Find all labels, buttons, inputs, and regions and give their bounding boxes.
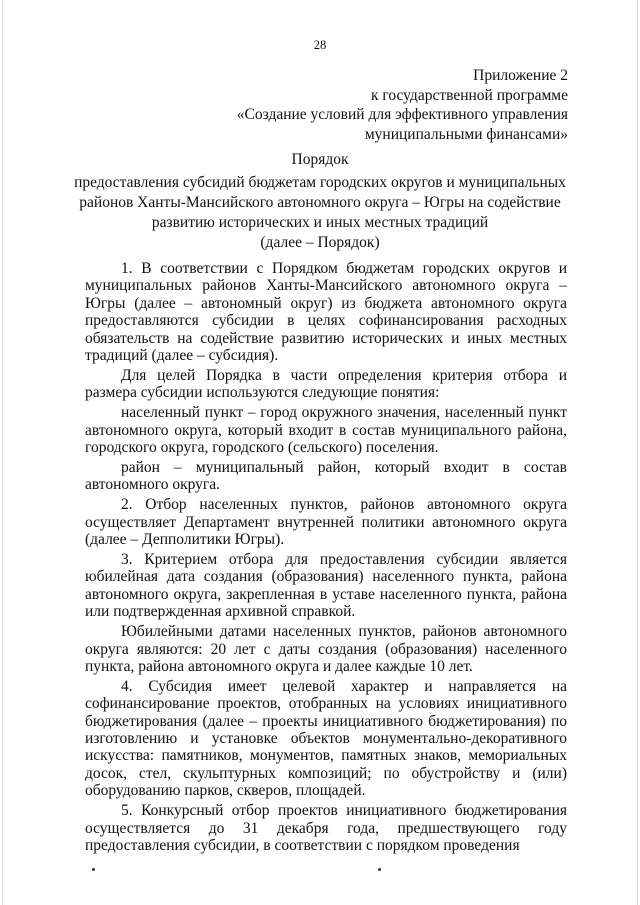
scan-edge-left [2,0,3,905]
paragraph-3: населенный пункт – город окружного значения, населенный пункт автономного округа, который входит в состав муниципального района, городского округа, городского (сельского) поселения. [85,404,567,457]
paragraph-6: 3. Критерием отбора для предоставления субсидии является юбилейная дата создания (образования) населенного пункта, района автономного округа, закрепленная в уставе населенного пункта, района или подтвержденная архивной справкой. [85,551,567,621]
appendix-line-2: к государственной программе [370,86,568,104]
page-number: 28 [313,38,327,52]
paragraph-8: 4. Субсидия имеет целевой характер и направляется на софинансирование проектов, отобранных на условиях инициативного бюджетирования (далее – проекты инициативного бюджетирования) по изготовлению и установке объектов монументально-декоративного искусства: памятников, монументов, памятных знаков, мемориальных досок, стел, скульптурных композиций; по обустройству и (или) оборудованию парков, скверов, площадей. [85,677,567,800]
paragraph-5: 2. Отбор населенных пунктов, районов автономного округа осуществляет Департамент внутренней политики автономного округа (далее – Депполитики Югры). [85,496,567,549]
paragraph-9: 5. Конкурсный отбор проектов инициативного бюджетирования осуществляется до 31 декабря года, предшествующего году предоставления субсидии, в соответствии с порядком проведения [85,802,567,854]
scan-dot-right [378,868,381,871]
appendix-line-1: Приложение 2 [473,67,568,84]
subtitle-line-2: районов Ханты-Мансийского автономного округа – Югры на содействие [79,194,561,211]
document-subtitle [70,173,570,253]
document-body [85,260,567,857]
scan-dot-left [92,868,95,871]
paragraph-7: Юбилейными датами населенных пунктов, районов автономного округа являются: 20 лет с даты создания (образования) населенного пункта, района автономного округа и далее каждые 10 лет. [85,623,567,675]
paragraph-1: 1. В соответствии с Порядком бюджетам городских округов и муниципальных районов Ханты-Мансийского автономного округа – Югры (далее – автономный округ) из бюджета автономного округа предоставляются субсидии в целях софинансирования расходных обязательств на содействие развитию исторических и иных местных традиций (далее – субсидия). [85,260,567,365]
paragraph-4: район – муниципальный район, который входит в состав автономного округа. [85,458,567,494]
paragraph-2: Для целей Порядка в части определения критерия отбора и размера субсидии используются следующие понятия: [85,366,567,402]
subtitle-line-4: (далее – Порядок) [260,234,380,251]
subtitle-line-1: предоставления субсидий бюджетам городских округов и муниципальных [74,174,566,191]
appendix-header [237,66,568,144]
appendix-line-3: «Создание условий для эффективного управления [236,106,568,123]
scan-edge-right [637,0,638,905]
document-title: Порядок [291,151,349,168]
appendix-line-4: муниципальными финансами» [364,125,568,143]
subtitle-line-3: развитию исторических и иных местных традиций [151,214,489,231]
